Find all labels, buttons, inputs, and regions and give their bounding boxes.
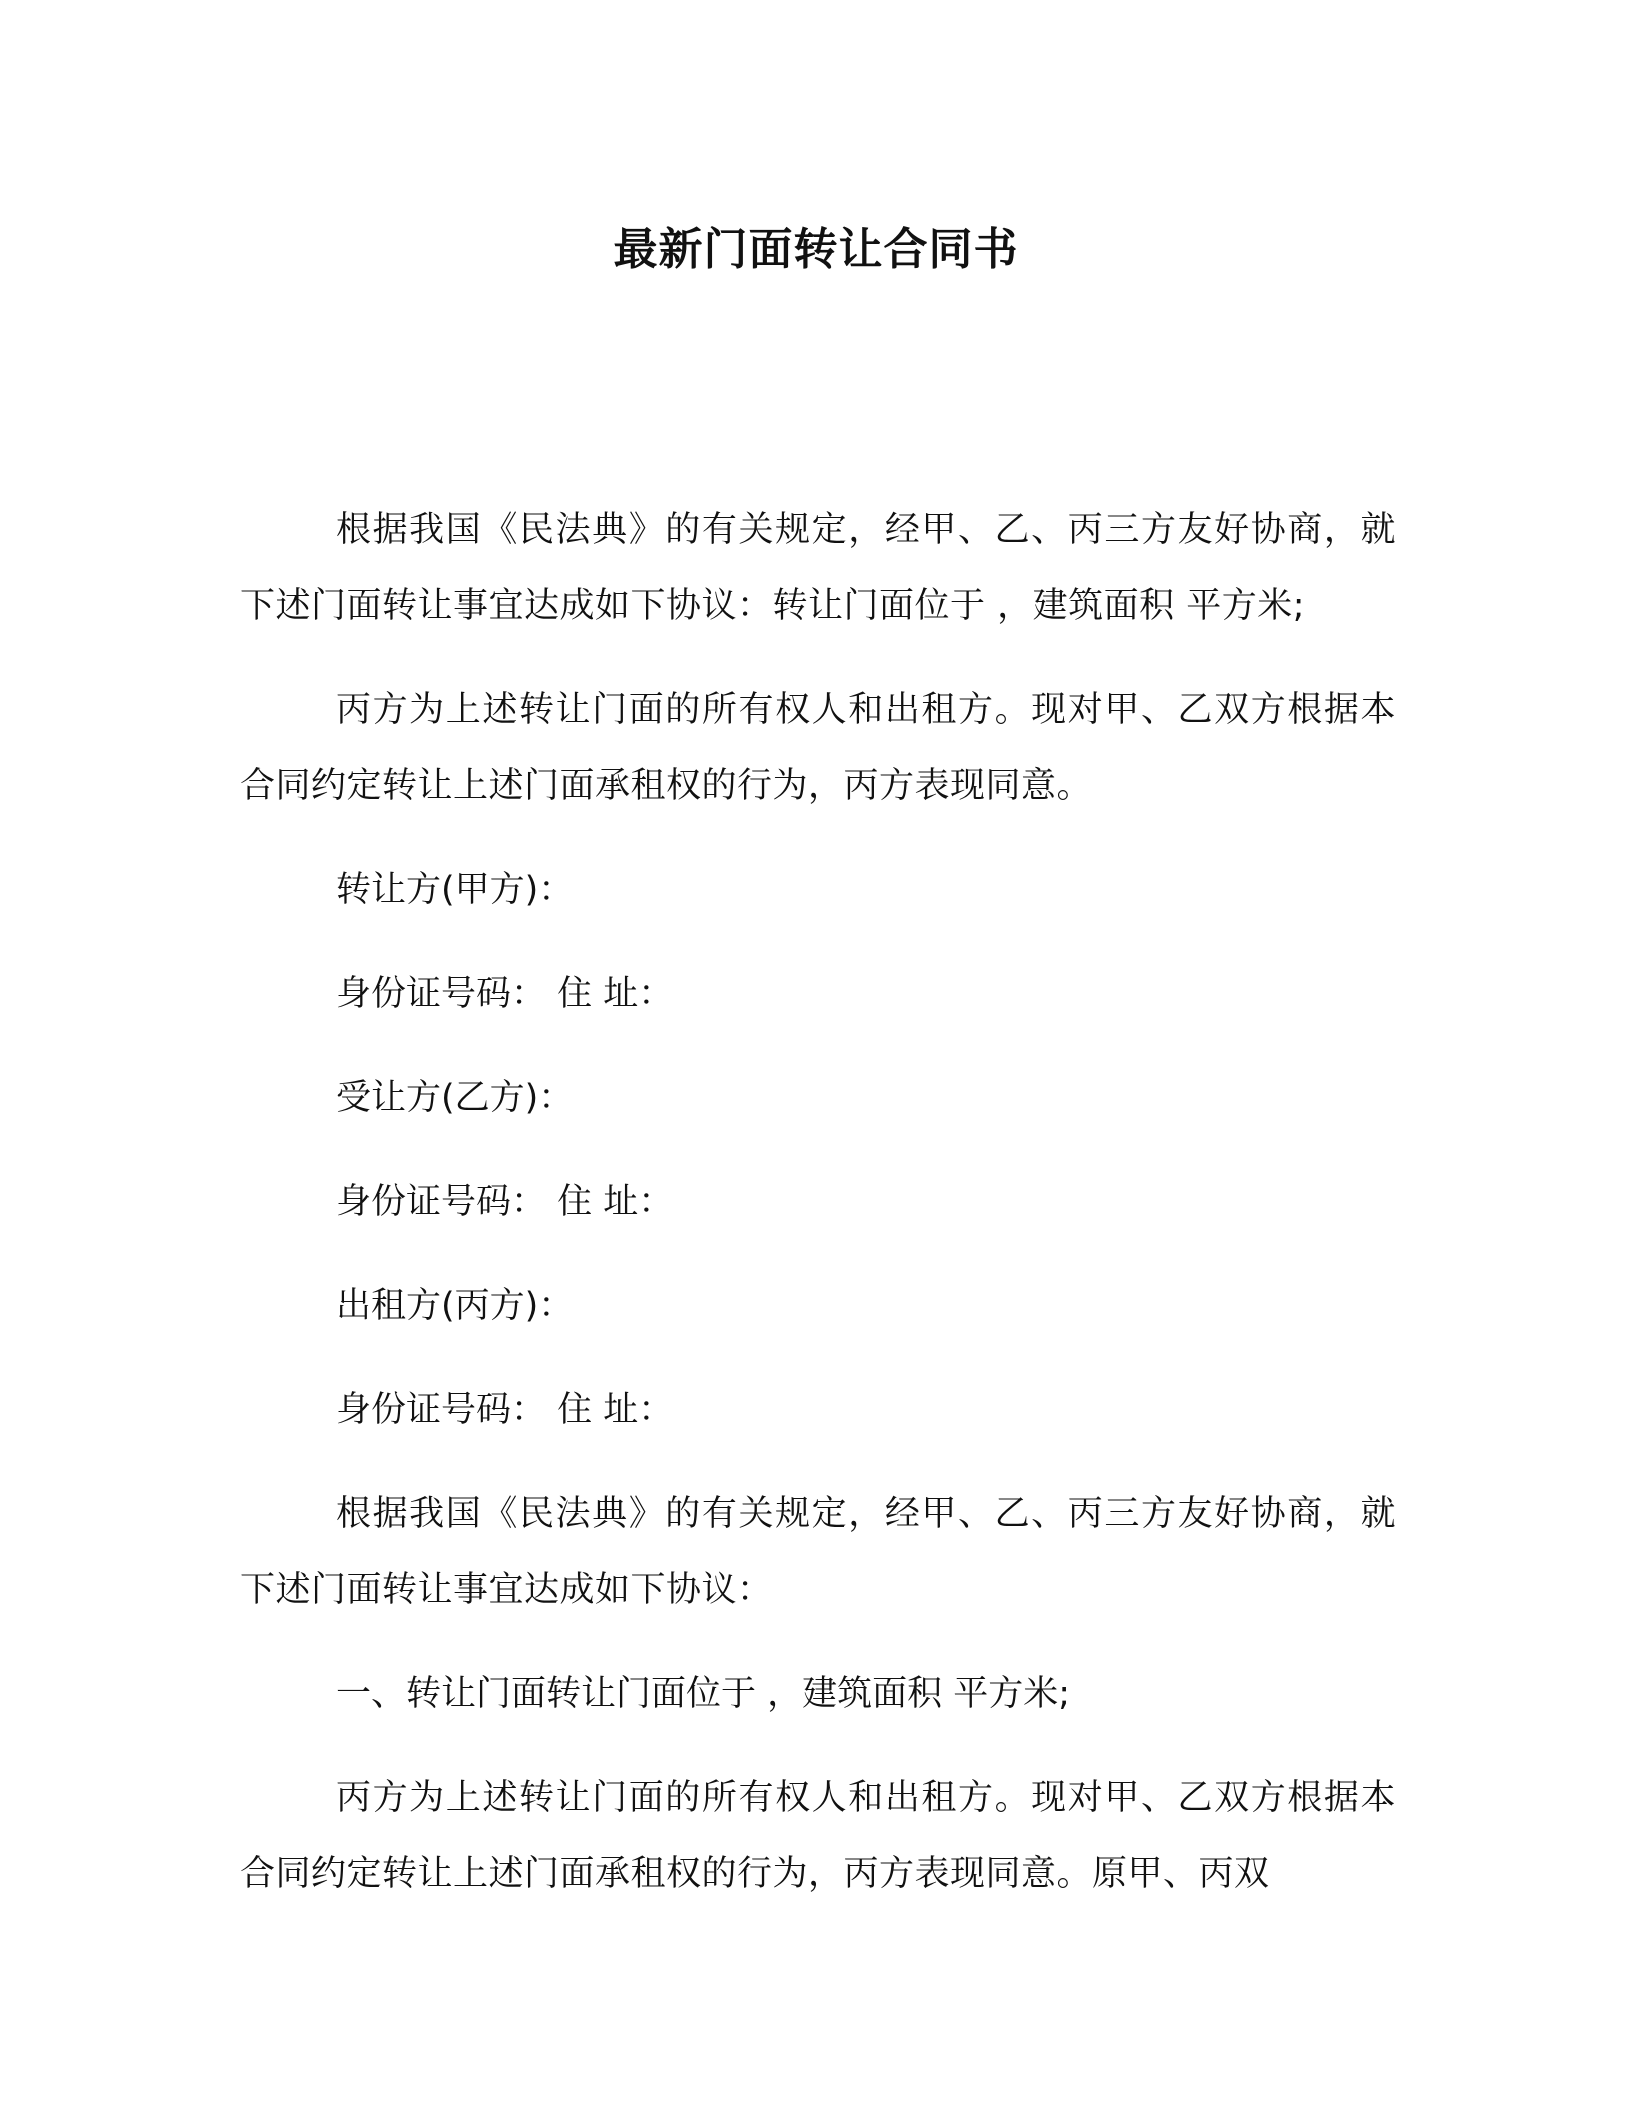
document-body	[240, 492, 1396, 1940]
clause-1: 一、转让门面转让门面位于 ，建筑面积 平方米;	[336, 1674, 1071, 1714]
document-title: 最新门面转让合同书	[613, 224, 1019, 275]
party-a-label: 转让方(甲方)：	[336, 870, 574, 910]
party-c-label: 出租方(丙方)：	[336, 1286, 574, 1326]
paragraph-intro: 根据我国《民法典》的有关规定，经甲、乙、丙三方友好协商，就下述门面转让事宜达成如下协议：转让门面位于 ，建筑面积 平方米;	[240, 510, 1396, 626]
party-c-id-address: 身份证号码： 住 址：	[336, 1390, 674, 1430]
party-b-label: 受让方(乙方)：	[336, 1078, 574, 1118]
party-b-id-address: 身份证号码： 住 址：	[336, 1182, 674, 1222]
party-a-id-address: 身份证号码： 住 址：	[336, 974, 674, 1014]
paragraph-agreement: 根据我国《民法典》的有关规定，经甲、乙、丙三方友好协商，就下述门面转让事宜达成如下协议：	[240, 1494, 1396, 1610]
paragraph-owner-consent-2: 丙方为上述转让门面的所有权人和出租方。现对甲、乙双方根据本合同约定转让上述门面承租权的行为，丙方表现同意。原甲、丙双	[240, 1778, 1396, 1894]
paragraph-owner-consent: 丙方为上述转让门面的所有权人和出租方。现对甲、乙双方根据本合同约定转让上述门面承租权的行为，丙方表现同意。	[240, 690, 1396, 806]
